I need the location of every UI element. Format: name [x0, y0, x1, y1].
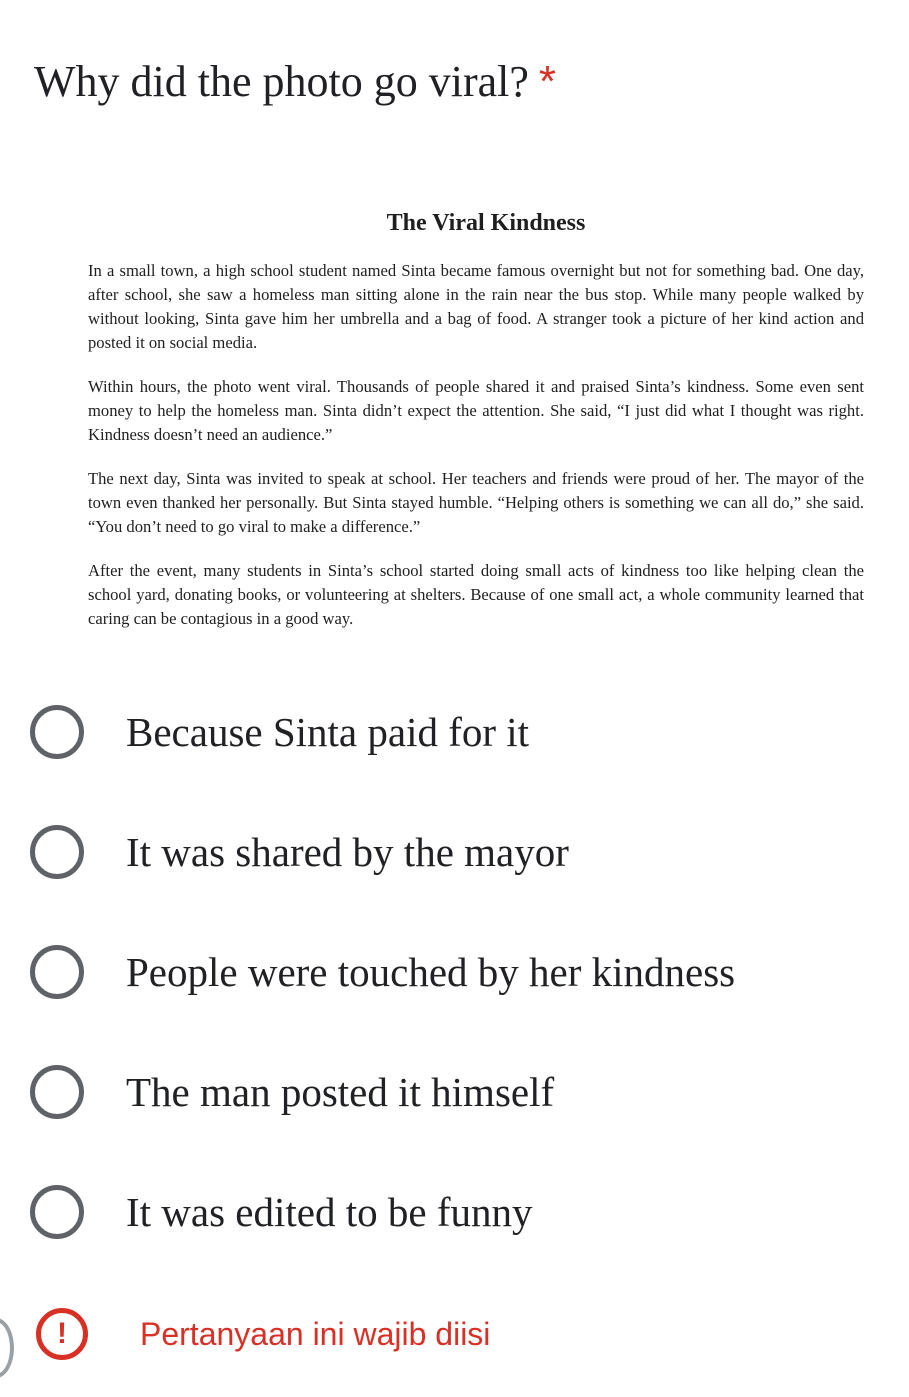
option-label[interactable]: It was shared by the mayor	[126, 829, 569, 875]
passage-paragraph: In a small town, a high school student named Sinta became famous overnight but not for something bad. One day, after school, she saw a homeless man sitting alone in the rain near the bus stop. While many people walked by without looking, Sinta gave him her umbrella and a bag of food. A stranger took a picture of her kind action and posted it on social media.	[88, 261, 864, 352]
option-label[interactable]: People were touched by her kindness	[126, 949, 736, 995]
radio-button[interactable]	[30, 1185, 84, 1239]
required-asterisk: *	[538, 57, 557, 106]
passage-title: The Viral Kindness	[386, 210, 586, 236]
question-title	[34, 56, 556, 107]
edge-arc-decoration	[0, 1318, 14, 1378]
radio-button[interactable]	[30, 1065, 84, 1119]
radio-button[interactable]	[30, 825, 84, 879]
question-title-text: Why did the photo go viral?	[34, 57, 529, 106]
radio-button[interactable]	[30, 945, 84, 999]
passage-paragraph: After the event, many students in Sinta’s school started doing small acts of kindness too like helping clean the school yard, donating books, or volunteering at shelters. Because of one small act, a whole community learned that caring can be contagious in a good way.	[88, 561, 864, 628]
radio-button[interactable]	[30, 705, 84, 759]
option-edited-to-be-funny[interactable]	[30, 1180, 532, 1244]
option-label[interactable]: Because Sinta paid for it	[126, 709, 530, 755]
option-man-posted-himself[interactable]	[30, 1060, 554, 1124]
error-text: Pertanyaan ini wajib diisi	[140, 1315, 491, 1352]
required-error-message	[36, 1308, 490, 1360]
passage-paragraph: The next day, Sinta was invited to speak at school. Her teachers and friends were proud of her. The mayor of the town even thanked her personally. But Sinta stayed humble. “Helping others is something we can all do,” she said. “You don’t need to go viral to make a difference.”	[88, 469, 864, 536]
error-icon: !	[36, 1308, 88, 1360]
option-label[interactable]: It was edited to be funny	[126, 1189, 533, 1235]
option-shared-by-mayor[interactable]	[30, 820, 569, 884]
passage-paragraph: Within hours, the photo went viral. Thousands of people shared it and praised Sinta’s kindness. Some even sent money to help the homeless man. Sinta didn’t expect the attention. She said, “I just did what I thought was right. Kindness doesn’t need an audience.”	[88, 377, 864, 444]
option-because-sinta-paid[interactable]	[30, 700, 529, 764]
option-touched-by-kindness[interactable]	[30, 940, 735, 1004]
passage-image	[88, 210, 864, 651]
option-label[interactable]: The man posted it himself	[126, 1069, 555, 1115]
